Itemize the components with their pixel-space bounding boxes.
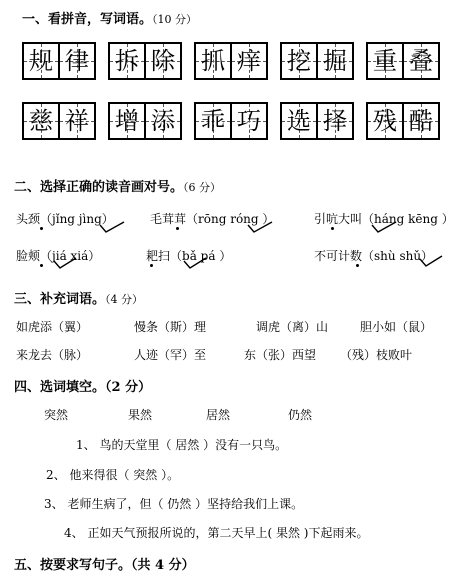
tianzige-word (194, 102, 268, 140)
reading-item: 头颈（jǐng jìng） (16, 212, 114, 226)
idiom-item: 人迹（罕）至 (134, 348, 207, 362)
fill-blank-question: 3、 老师生病了，但（ 仍然 ）坚持给我们上课。 (44, 497, 304, 511)
reading-item: 毛茸茸（rōng róng ） (150, 212, 275, 226)
section-4-title: 四、选词填空。 (14, 380, 106, 395)
fill-blank-question: 4、 正如天气预报所说的，第二天早上( 果然 )下起雨来。 (64, 526, 369, 540)
section-2-title: 二、选择正确的读音画对号。 (14, 180, 184, 195)
idiom-item: 来龙去（脉） (16, 348, 89, 362)
word-choice: 突然 (44, 408, 69, 422)
idiom-item: 东（张）西望 (244, 348, 317, 362)
tianzige-cell: 律 (58, 42, 96, 80)
tianzige-word (280, 102, 354, 140)
tianzige-cell: 添 (144, 102, 182, 140)
tianzige-word (366, 102, 440, 140)
emphasis-dot (40, 264, 43, 267)
section-5-title: 五、按要求写句子。 (14, 558, 132, 573)
word-choice: 仍然 (288, 408, 313, 422)
checkmark-icon (418, 254, 444, 268)
tianzige-word (22, 42, 96, 80)
tianzige-cell: 祥 (58, 102, 96, 140)
idiom-item: 如虎添（翼） (16, 320, 89, 334)
reading-item: 耙扫（bǎ pá ） (146, 249, 232, 263)
emphasis-dot (176, 227, 179, 230)
tianzige-cell: 重 (366, 42, 404, 80)
reading-item: 引吭大叫（háng kēng ） (314, 212, 454, 226)
tianzige-word (22, 102, 96, 140)
tianzige-cell: 抓 (194, 42, 232, 80)
section-1-title: 一、看拼音，写词语。 (22, 12, 153, 27)
tianzige-cell: 巧 (230, 102, 268, 140)
tianzige-cell: 痒 (230, 42, 268, 80)
section-2-heading (14, 176, 221, 195)
checkmark-icon (98, 220, 126, 234)
word-choice: 居然 (206, 408, 231, 422)
checkmark-icon (182, 256, 208, 270)
checkmark-icon (370, 220, 398, 234)
tianzige-row-2 (22, 102, 452, 140)
tianzige-cell: 择 (316, 102, 354, 140)
word-choice: 果然 (128, 408, 153, 422)
section-1-score: （10 分） (152, 13, 198, 26)
section-4-score: （2 分） (105, 380, 152, 395)
reading-item: 脸颊（jiá xiá） (16, 249, 101, 263)
idiom-item: （残）枝败叶 (340, 348, 413, 362)
checkmark-icon (246, 220, 274, 234)
section-5-score: （共 4 分） (131, 558, 195, 573)
emphasis-dot (331, 227, 334, 230)
section-3-score: （4 分） (105, 293, 144, 306)
tianzige-word (194, 42, 268, 80)
idiom-item: 调虎（离）山 (256, 320, 329, 334)
idiom-item: 慢条（斯）理 (134, 320, 207, 334)
checkmark-icon (52, 256, 78, 270)
tianzige-cell: 掘 (316, 42, 354, 80)
tianzige-cell: 慈 (22, 102, 60, 140)
tianzige-cell: 选 (280, 102, 318, 140)
section-2-score: （6 分） (183, 181, 222, 194)
tianzige-cell: 挖 (280, 42, 318, 80)
emphasis-dot (40, 227, 43, 230)
section-3-title: 三、补充词语。 (14, 292, 106, 307)
section-5-heading (14, 554, 195, 573)
tianzige-cell: 乖 (194, 102, 232, 140)
tianzige-row-1 (22, 42, 452, 80)
tianzige-cell: 酷 (402, 102, 440, 140)
emphasis-dot (356, 264, 359, 267)
tianzige-cell: 叠 (402, 42, 440, 80)
section-1-heading (22, 8, 197, 27)
reading-item: 不可计数（shù shǔ） (314, 249, 434, 263)
tianzige-word (366, 42, 440, 80)
tianzige-cell: 增 (108, 102, 146, 140)
tianzige-word (108, 42, 182, 80)
tianzige-word (280, 42, 354, 80)
section-4-heading (14, 376, 151, 395)
tianzige-cell: 规 (22, 42, 60, 80)
section-3-heading (14, 288, 143, 307)
idiom-item: 胆小如（鼠） (360, 320, 433, 334)
fill-blank-question: 2、 他来得很（ 突然 ）。 (46, 468, 180, 482)
emphasis-dot (150, 264, 153, 267)
tianzige-cell: 拆 (108, 42, 146, 80)
fill-blank-question: 1、 鸟的天堂里（ 居然 ）没有一只鸟。 (76, 438, 288, 452)
tianzige-cell: 除 (144, 42, 182, 80)
tianzige-word (108, 102, 182, 140)
tianzige-cell: 残 (366, 102, 404, 140)
